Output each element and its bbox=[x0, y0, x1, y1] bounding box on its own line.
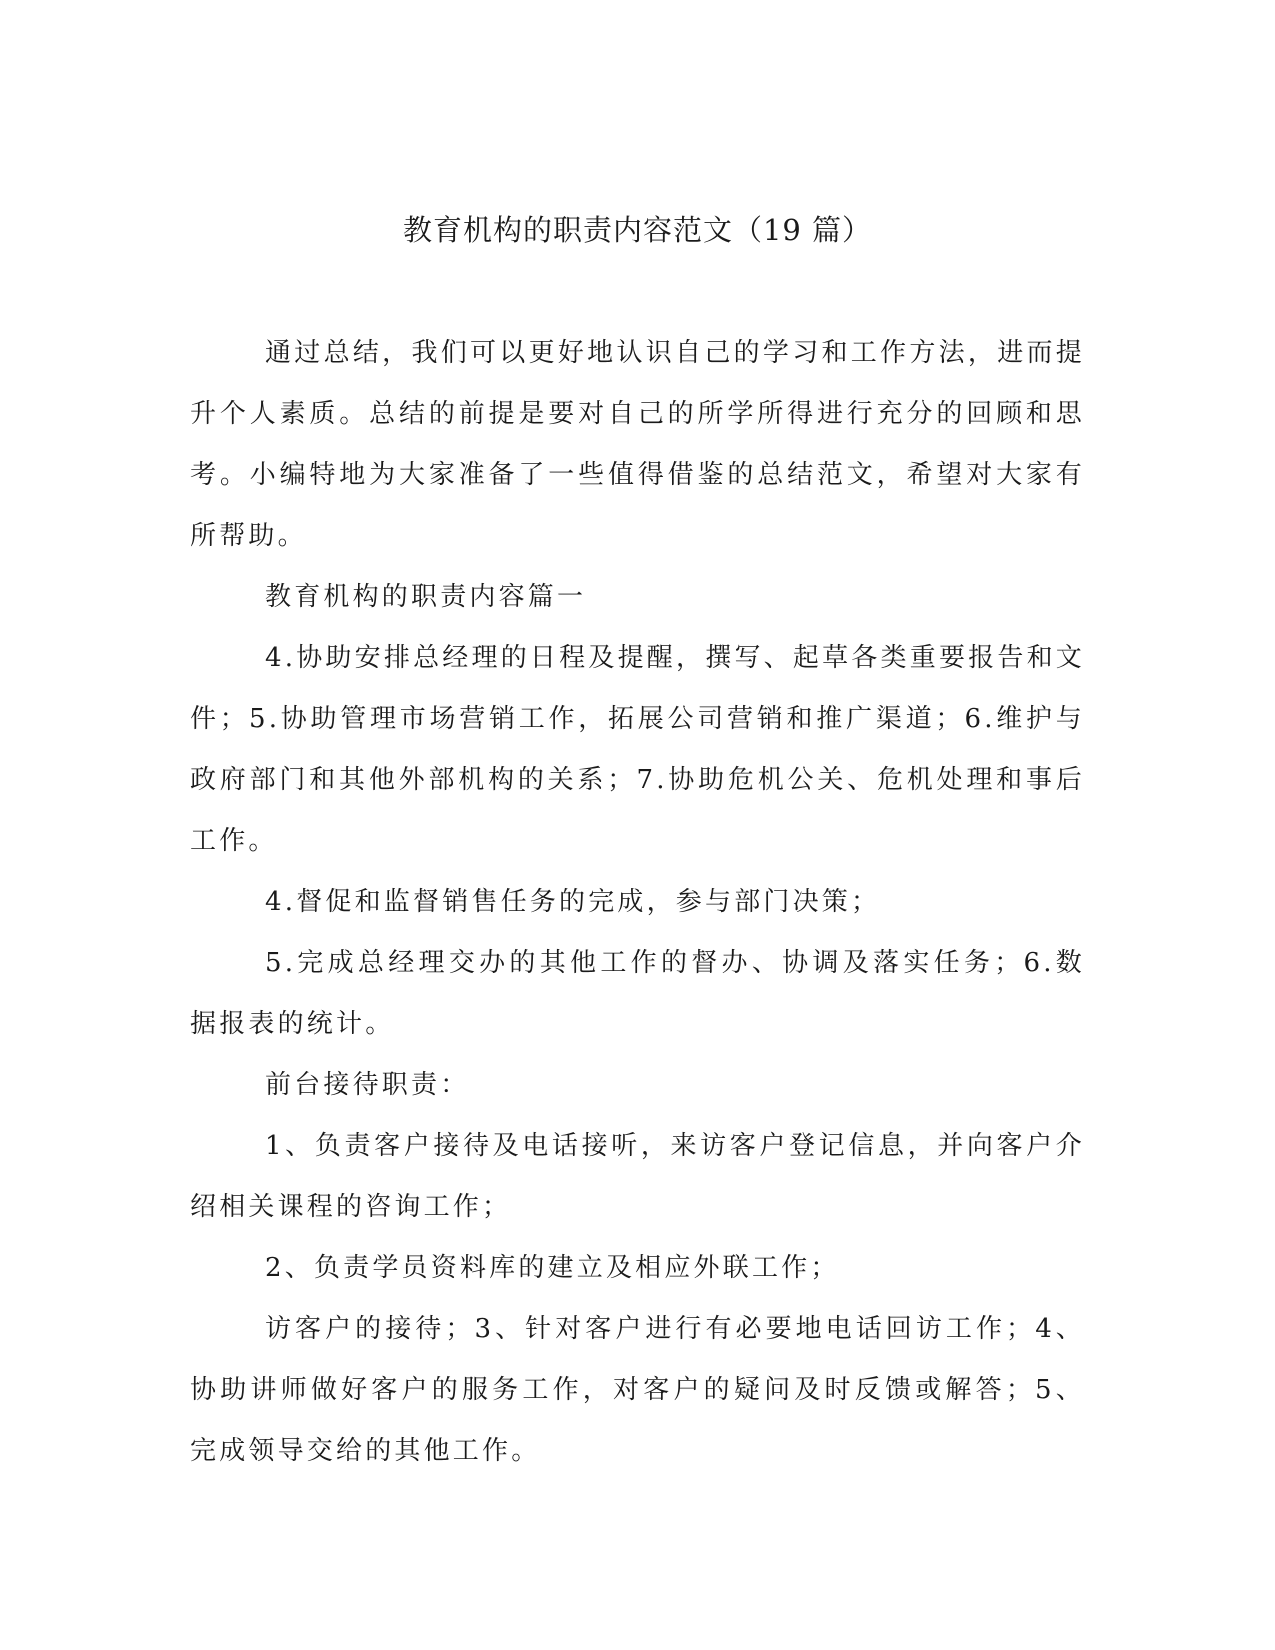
paragraph-reception-3-5: 访客户的接待；3、针对客户进行有必要地电话回访工作；4、协助讲师做好客户的服务工作，对客户的疑问及时反馈或解答；5、完成领导交给的其他工作。 bbox=[190, 1314, 1085, 1466]
paragraph-duty-5-6: 5.完成总经理交办的其他工作的督办、协调及落实任务；6.数据报表的统计。 bbox=[190, 948, 1085, 1039]
paragraph-reception-1: 1、负责客户接待及电话接听，来访客户登记信息，并向客户介绍相关课程的咨询工作； bbox=[190, 1131, 1085, 1222]
section-heading: 教育机构的职责内容篇一 bbox=[265, 582, 587, 612]
subheading-reception: 前台接待职责： bbox=[265, 1070, 470, 1100]
document-body bbox=[190, 323, 1085, 1482]
paragraph-duties-list: 4.协助安排总经理的日程及提醒，撰写、起草各类重要报告和文件；5.协助管理市场营销工作，拓展公司营销和推广渠道；6.维护与政府部门和其他外部机构的关系；7.协助危机公关、危机处理和事后工作。 bbox=[190, 643, 1085, 856]
document-title: 教育机构的职责内容范文（19 篇） bbox=[402, 213, 873, 247]
paragraph-reception-2: 2、负责学员资料库的建立及相应外联工作； bbox=[265, 1253, 840, 1283]
paragraph-duty-4: 4.督促和监督销售任务的完成，参与部门决策； bbox=[265, 887, 881, 917]
paragraph-intro: 通过总结，我们可以更好地认识自己的学习和工作方法，进而提升个人素质。总结的前提是要对自己的所学所得进行充分的回顾和思考。小编特地为大家准备了一些值得借鉴的总结范文，希望对大家有所帮助。 bbox=[190, 338, 1085, 551]
